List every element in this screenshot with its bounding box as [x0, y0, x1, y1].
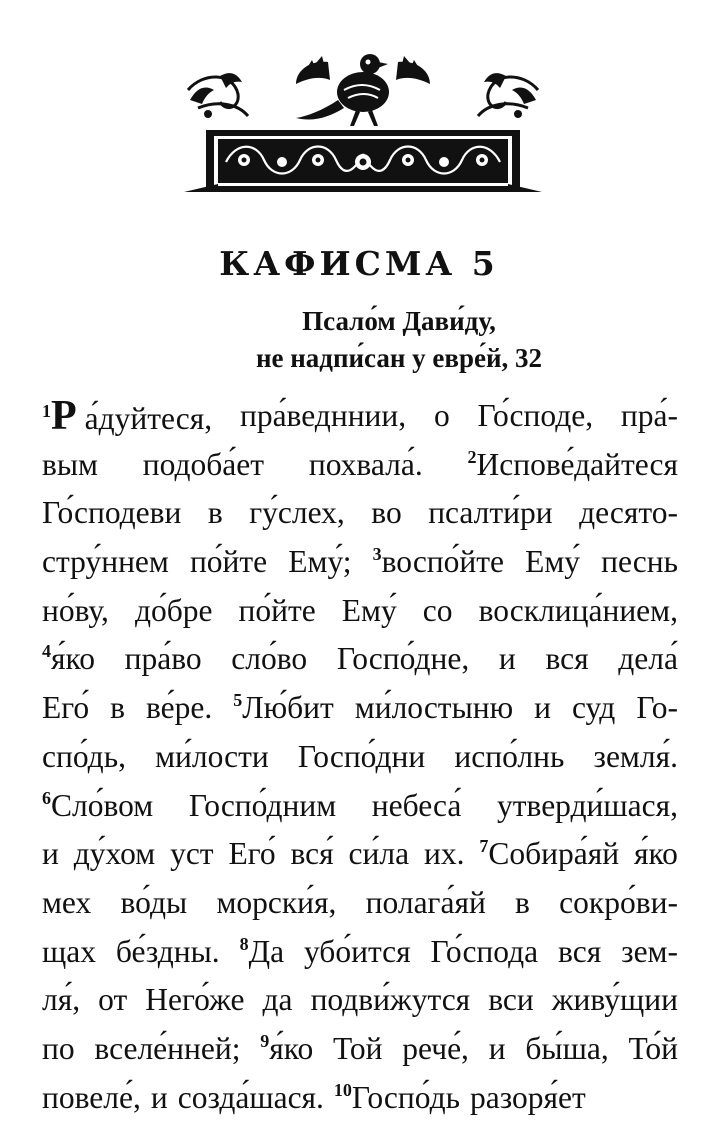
word — [42, 928, 96, 977]
word — [366, 879, 486, 928]
word — [42, 1025, 75, 1074]
word — [423, 587, 453, 636]
word-text: небеса́ — [371, 787, 462, 823]
word-text: вым — [42, 446, 98, 482]
text-line — [42, 830, 678, 879]
word — [558, 928, 601, 977]
word — [42, 782, 153, 831]
word — [499, 635, 516, 684]
word — [42, 489, 181, 538]
page-title: КАФИСМА 5 — [219, 244, 499, 283]
word-text: спо́дь, — [42, 738, 126, 774]
word — [98, 976, 127, 1025]
word-text: подви́жутся — [310, 982, 471, 1018]
word — [468, 441, 678, 490]
word-text: испо́лнь — [454, 738, 565, 774]
word — [579, 489, 678, 538]
text-line — [42, 928, 678, 977]
word — [371, 489, 401, 538]
word — [515, 879, 530, 928]
word — [288, 538, 351, 587]
word-text: подоба́ет — [142, 446, 265, 482]
word — [94, 1025, 240, 1074]
text-line — [42, 635, 678, 684]
word — [572, 684, 615, 733]
word-text: пра́- — [620, 398, 678, 433]
word — [146, 684, 212, 733]
word-text: живу́щии — [551, 982, 678, 1018]
word — [42, 733, 126, 782]
word-text: Го́сподe, — [477, 398, 594, 433]
word-text: сло́во — [231, 641, 308, 677]
word-text: полага́яй — [365, 884, 486, 920]
verse-number: 9 — [260, 1030, 270, 1051]
word-text: вся — [545, 641, 589, 677]
word-text: Него́же — [145, 982, 245, 1018]
word — [190, 538, 267, 587]
word-text: Его́ — [228, 836, 276, 872]
word — [42, 1074, 141, 1123]
word-text: по — [42, 1030, 75, 1066]
word — [189, 782, 336, 831]
word — [216, 879, 336, 928]
word-text: псалти́ри — [428, 495, 553, 531]
word-text: и — [498, 641, 516, 677]
word — [116, 928, 220, 977]
word — [208, 489, 223, 538]
word — [42, 587, 109, 636]
word-text: земля́. — [593, 738, 678, 774]
verse-number: 4 — [42, 641, 51, 662]
word — [454, 733, 564, 782]
text-line — [42, 538, 678, 587]
text-line — [42, 489, 678, 538]
word — [629, 1025, 678, 1074]
word — [552, 976, 678, 1025]
word-text: дела́ — [618, 641, 678, 677]
word — [434, 392, 450, 441]
word-text: я́ко — [269, 1030, 314, 1066]
word — [594, 733, 678, 782]
verse-number: 7 — [479, 836, 489, 857]
word — [42, 879, 91, 928]
word-text: ми́лостыню — [354, 690, 514, 726]
word-text: Той — [333, 1030, 383, 1066]
word-text: Испове́дайтеся — [476, 446, 678, 482]
word — [233, 684, 334, 733]
word — [304, 928, 411, 977]
word-text: по́йте — [238, 592, 316, 628]
word-text: Ему́ — [525, 544, 581, 580]
word-text: убо́ится — [303, 933, 411, 969]
word — [42, 684, 89, 733]
word-text: бы́ша, — [525, 1030, 609, 1066]
word-text: я́ко — [51, 641, 95, 677]
word — [349, 830, 410, 879]
text-line — [42, 684, 678, 733]
word — [402, 1025, 469, 1074]
drop-cap: Р — [51, 393, 77, 439]
word-text: Его́ — [42, 690, 90, 726]
word-text: но́ву, — [42, 592, 109, 628]
word-text: ду́хом — [73, 836, 156, 872]
word — [298, 733, 425, 782]
word — [42, 441, 98, 490]
word-text: до́бре — [134, 592, 213, 628]
word-text: Го́спода — [430, 933, 539, 969]
word — [373, 538, 504, 587]
word-text: Го́сподеви — [42, 495, 182, 531]
word-text: Госпо́дни — [297, 738, 426, 774]
verse-number: 8 — [239, 933, 249, 954]
word-text: в — [207, 495, 223, 531]
word-text: Да — [248, 933, 285, 969]
word — [337, 635, 469, 684]
text-line — [42, 441, 678, 490]
verse-number: 5 — [233, 690, 243, 711]
word-text: и — [488, 1030, 506, 1066]
word — [42, 392, 212, 441]
word-text: си́ла — [348, 836, 410, 872]
word-text: от — [98, 982, 128, 1018]
word-text: Ему́ — [341, 592, 397, 628]
word-text: щах — [42, 933, 96, 969]
word — [249, 489, 345, 538]
word — [545, 635, 588, 684]
text-line — [42, 587, 678, 636]
word-text: разоря́ет — [469, 1079, 586, 1115]
word — [231, 635, 307, 684]
word — [125, 635, 202, 684]
verse-number: 2 — [467, 446, 477, 467]
word-text: да — [262, 982, 293, 1018]
text-line — [42, 976, 678, 1025]
word — [424, 830, 464, 879]
text-line — [42, 1025, 678, 1074]
word — [42, 976, 80, 1025]
word — [74, 830, 155, 879]
verse-number: 3 — [372, 544, 382, 565]
word-text: Ему́; — [288, 544, 352, 580]
word-text: и — [534, 690, 551, 726]
word-text: То́й — [628, 1030, 678, 1066]
word-text: Го- — [636, 690, 678, 726]
word — [228, 830, 275, 879]
word-text: гу́слех, — [249, 495, 345, 531]
word-text: ми́лости — [155, 738, 269, 774]
word — [534, 684, 551, 733]
word-text: похвала́. — [308, 446, 423, 482]
word-text: пра́ведннии, — [239, 398, 407, 433]
word — [621, 928, 678, 977]
word-text: Сло́вом — [51, 787, 154, 823]
word-text: мех — [42, 884, 92, 920]
word-text: уст — [170, 836, 214, 872]
word-text: восклица́нием, — [478, 592, 678, 628]
word — [110, 684, 125, 733]
word-text: в — [110, 690, 125, 726]
verse-number: 6 — [42, 787, 51, 808]
word — [342, 587, 397, 636]
word — [143, 441, 264, 490]
word-text: вси — [488, 982, 534, 1018]
word — [479, 587, 678, 636]
word — [42, 538, 169, 587]
word-text: по́йте — [189, 544, 268, 580]
word-text: вся — [558, 933, 602, 969]
text-line — [42, 392, 678, 441]
word — [121, 879, 188, 928]
word — [559, 879, 678, 928]
word-text: Госпо́дне, — [336, 641, 470, 677]
word — [309, 441, 423, 490]
word — [239, 587, 316, 636]
word — [334, 1074, 460, 1123]
word-text: сокро́ви- — [559, 884, 678, 920]
word — [42, 830, 59, 879]
word-text: утверди́шася, — [496, 787, 678, 823]
word — [355, 684, 513, 733]
word — [601, 538, 678, 587]
word — [525, 1025, 608, 1074]
word — [135, 587, 213, 636]
word-text: во́ды — [120, 884, 188, 920]
word-text: повеле́, — [42, 1079, 141, 1115]
word — [290, 830, 333, 879]
word — [333, 1025, 382, 1074]
word — [263, 976, 293, 1025]
word — [488, 976, 534, 1025]
word — [497, 782, 678, 831]
word — [170, 830, 214, 879]
verse-number: 1 — [42, 401, 51, 421]
word-text: бе́здны. — [115, 933, 220, 969]
verse-number: 10 — [333, 1079, 352, 1100]
word — [428, 489, 552, 538]
word-text: вся́ — [290, 836, 334, 872]
word-text: Госпо́дним — [188, 787, 337, 823]
word — [372, 782, 462, 831]
word — [618, 635, 678, 684]
word — [155, 733, 269, 782]
word-text: созда́шася. — [177, 1079, 324, 1115]
word-text: суд — [571, 690, 616, 726]
word — [621, 392, 678, 441]
word-text: я́ко — [633, 836, 678, 872]
word — [42, 635, 95, 684]
word — [470, 1074, 586, 1123]
word — [634, 830, 678, 879]
word — [430, 928, 538, 977]
psalm-subtitle-line-2: не надпи́сан у евре́й, 32 — [255, 343, 543, 373]
word-text: во — [371, 495, 402, 531]
word — [479, 830, 619, 879]
word — [260, 1025, 313, 1074]
word — [178, 1074, 324, 1123]
text-line — [42, 879, 678, 928]
text-line — [42, 733, 678, 782]
word — [240, 392, 406, 441]
word-text: морски́я, — [216, 884, 337, 920]
word — [240, 928, 284, 977]
word-text: Собира́яй — [488, 836, 620, 872]
text-line — [42, 1074, 678, 1123]
word-text: вселе́нней; — [94, 1030, 241, 1066]
word — [311, 976, 471, 1025]
word-text: стру́ннем — [42, 544, 169, 580]
word-text: и — [42, 836, 59, 872]
word-text: в — [515, 884, 530, 920]
word-text: о — [433, 398, 450, 433]
dove-ornament-icon — [178, 42, 548, 198]
word-text: ля́, — [42, 982, 81, 1018]
text-line — [42, 782, 678, 831]
psalm-text — [42, 392, 678, 1122]
word-text: песнь — [601, 544, 678, 580]
word — [525, 538, 580, 587]
word-text: их. — [423, 836, 465, 872]
word — [151, 1074, 168, 1123]
word — [636, 684, 678, 733]
word-text: Госпо́дь — [351, 1079, 460, 1115]
word — [478, 392, 594, 441]
word-text: пра́во — [124, 641, 202, 677]
word-text: десято- — [579, 495, 678, 531]
word-text: и — [150, 1079, 168, 1115]
word-text: а́дуйтеся, — [84, 401, 213, 436]
word — [489, 1025, 506, 1074]
word-text: Лю́бит — [242, 690, 334, 726]
word-text: со — [422, 592, 453, 628]
psalm-subtitle-line-1: Псало́м Дави́ду, — [302, 306, 496, 336]
word-text: ве́ре. — [145, 690, 213, 726]
word — [145, 976, 244, 1025]
word-text: воспо́йте — [381, 544, 505, 580]
word-text: зем- — [621, 933, 678, 969]
word-text: рече́, — [402, 1030, 469, 1066]
